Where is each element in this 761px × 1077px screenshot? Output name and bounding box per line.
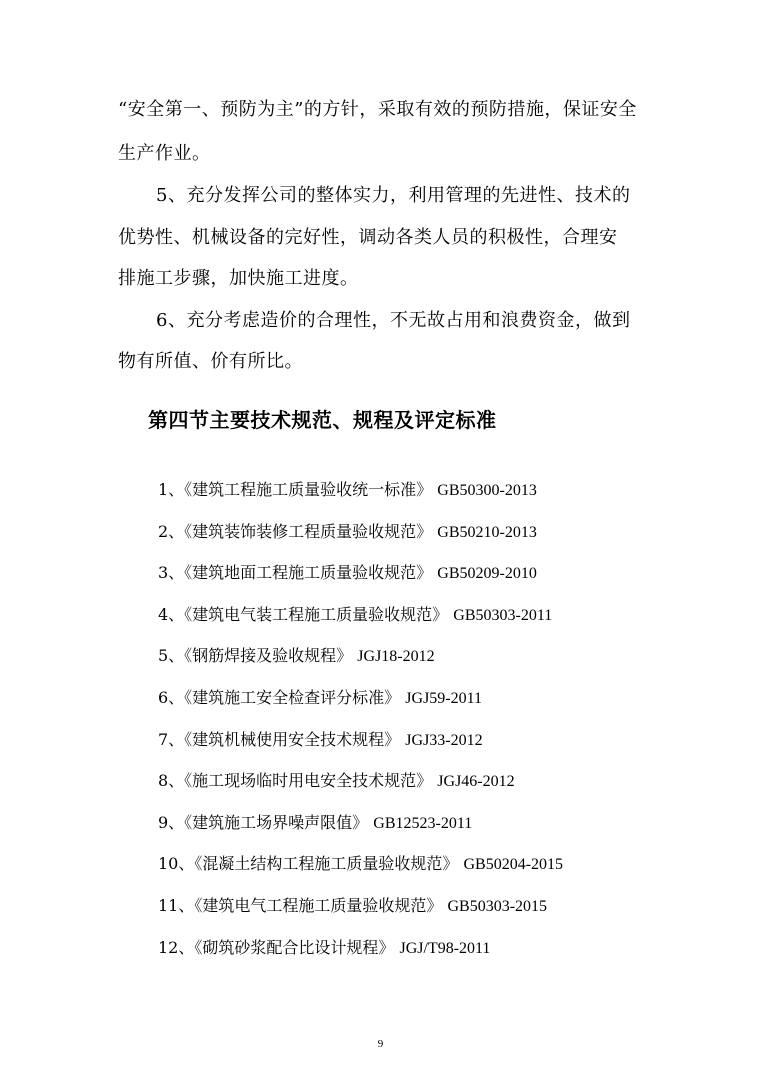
reference-title: 8、《施工现场临时用电安全技术规范》 — [158, 771, 433, 791]
reference-list — [158, 478, 563, 977]
reference-title: 4、《建筑电气装工程施工质量验收规范》 — [158, 604, 449, 624]
section-heading: 第四节主要技术规范、规程及评定标准 — [148, 408, 497, 432]
reference-item — [158, 686, 563, 728]
paragraph-line: 6、充分考虑造价的合理性，不无故占用和浪费资金，做到 — [156, 310, 631, 331]
reference-code: GB50210-2013 — [437, 523, 537, 541]
reference-item — [158, 894, 563, 936]
reference-code: JGJ33-2012 — [405, 731, 483, 749]
reference-item — [158, 936, 563, 978]
reference-item — [158, 644, 563, 686]
reference-item — [158, 852, 563, 894]
reference-title: 3、《建筑地面工程施工质量验收规范》 — [158, 563, 433, 583]
paragraph-line: 5、充分发挥公司的整体实力，利用管理的先进性、技术的 — [156, 185, 631, 206]
reference-code: JGJ46-2012 — [437, 773, 515, 791]
reference-item — [158, 603, 563, 645]
reference-item — [158, 561, 563, 603]
reference-title: 11、《建筑电气工程施工质量验收规范》 — [158, 895, 443, 915]
reference-code: GB50303-2011 — [453, 606, 553, 624]
reference-code: GB50303-2015 — [447, 897, 548, 915]
reference-title: 9、《建筑施工场界噪声限值》 — [158, 812, 369, 832]
reference-code: GB50300-2013 — [437, 482, 537, 499]
reference-title: 6、《建筑施工安全检查评分标准》 — [158, 687, 401, 707]
reference-code: GB50204-2015 — [463, 856, 564, 874]
reference-code: JGJ59-2011 — [405, 689, 483, 707]
reference-item — [158, 520, 563, 562]
paragraph-line: 物有所值、价有所比。 — [118, 351, 303, 372]
reference-item — [158, 769, 563, 811]
reference-title: 2、《建筑装饰装修工程质量验收规范》 — [158, 521, 433, 541]
page-number: 9 — [377, 1038, 384, 1050]
reference-code: JGJ/T98-2011 — [399, 939, 491, 957]
reference-code: JGJ18-2012 — [357, 648, 435, 666]
reference-title: 7、《建筑机械使用安全技术规程》 — [158, 729, 401, 749]
reference-code: GB50209-2010 — [437, 565, 537, 583]
paragraph-line: “安全第一、预防为主”的方针，采取有效的预防措施，保证安全 — [118, 99, 637, 120]
reference-title: 1、《建筑工程施工质量验收统一标准》 — [158, 480, 433, 499]
paragraph-line: 生产作业。 — [118, 143, 211, 164]
reference-title: 10、《混凝土结构工程施工质量验收规范》 — [158, 854, 459, 874]
reference-title: 5、《钢筋焊接及验收规程》 — [158, 646, 353, 666]
reference-code: GB12523-2011 — [373, 814, 473, 832]
reference-item — [158, 728, 563, 770]
paragraph-line: 排施工步骤，加快施工进度。 — [118, 268, 359, 289]
reference-title: 12、《砌筑砂浆配合比设计规程》 — [158, 937, 395, 957]
reference-item — [158, 478, 563, 520]
reference-item — [158, 811, 563, 853]
paragraph-line: 优势性、机械设备的完好性，调动各类人员的积极性，合理安 — [118, 227, 618, 248]
